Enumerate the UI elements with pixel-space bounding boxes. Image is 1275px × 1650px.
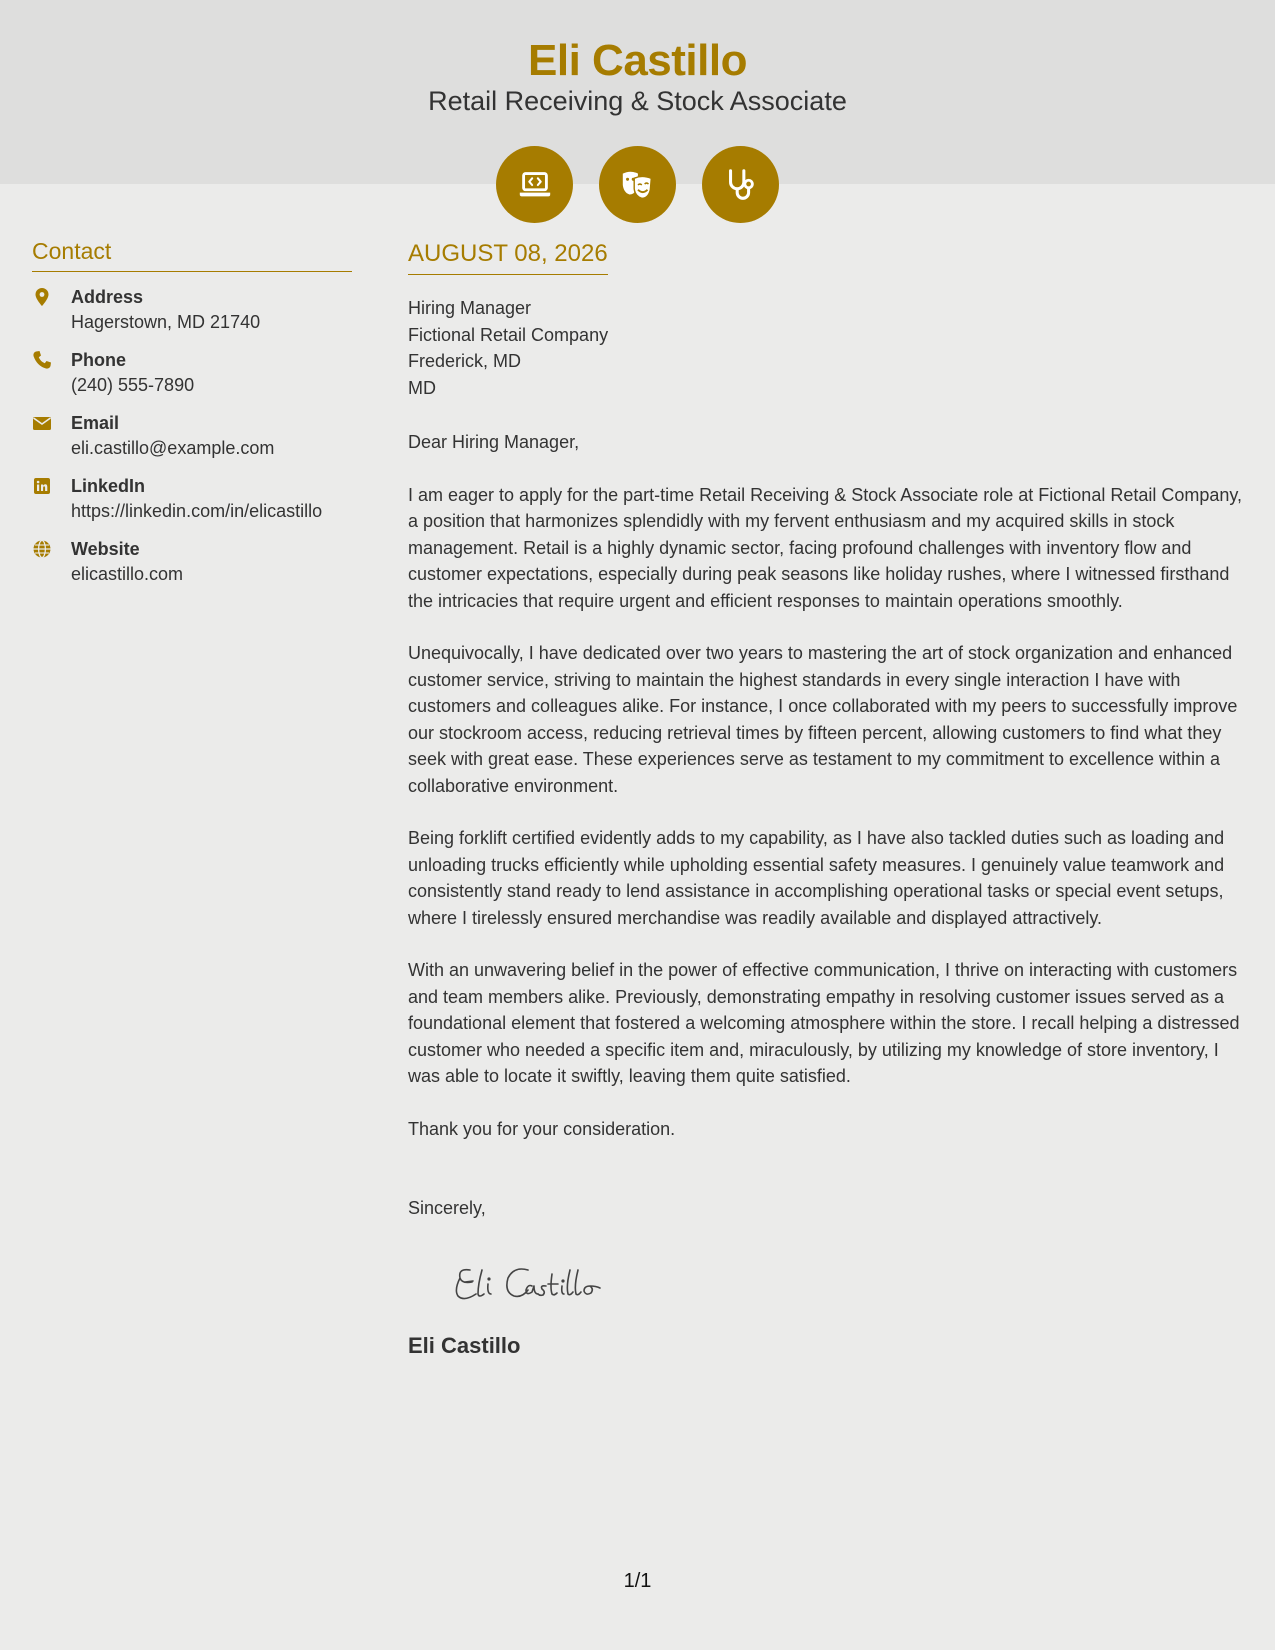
salutation: Dear Hiring Manager,	[408, 432, 580, 452]
map-pin-icon	[32, 287, 52, 307]
stethoscope-badge	[702, 146, 779, 223]
contact-heading: Contact	[32, 238, 352, 272]
candidate-role: Retail Receiving & Stock Associate	[428, 86, 847, 116]
recipient-block	[408, 295, 1248, 401]
paragraph: I am eager to apply for the part-time Retail Receiving & Stock Associate role at Fictional Retail Company, a position that harmonizes splendidly with my fervent enthusiasm and my acquired skills in stock management. Retail is a highly dynamic sector, facing profound challenges with inventory flow and customer expectations, especially during peak seasons like holiday rushes, where I witnessed firsthand the intricacies that require urgent and efficient responses to maintain operations smoothly.	[408, 484, 1243, 611]
paragraph: Thank you for your consideration.	[408, 1118, 676, 1139]
stethoscope-icon	[722, 166, 760, 204]
contact-label: Address	[71, 287, 144, 307]
recipient-line: Fictional Retail Company	[408, 324, 609, 345]
contact-sidebar	[32, 238, 352, 587]
contact-address	[32, 285, 352, 335]
theater-masks-icon	[619, 166, 657, 204]
phone-icon	[32, 350, 52, 370]
handwritten-signature	[448, 1256, 648, 1306]
contact-value: https://linkedin.com/in/elicastillo	[71, 501, 323, 521]
page-number: 1/1	[623, 1570, 652, 1592]
contact-value: (240) 555-7890	[71, 375, 195, 395]
laptop-code-badge	[496, 146, 573, 223]
recipient-line: MD	[408, 377, 436, 398]
closing: Sincerely,	[408, 1198, 486, 1218]
theater-masks-badge	[599, 146, 676, 223]
contact-value: elicastillo.com	[71, 564, 184, 584]
paragraph: With an unwavering belief in the power of effective communication, I thrive on interacting with customers and team members alike. Previously, demonstrating empathy in resolving customer issues served as a foundational element that fostered a welcoming atmosphere within the store. I recall helping a distressed customer who needed a specific item and, miraculously, by utilizing my knowledge of store inventory, I was able to locate it swiftly, leaving them quite satisfied.	[408, 960, 1240, 1086]
badge-row	[0, 146, 1275, 223]
candidate-name: Eli Castillo	[528, 36, 747, 85]
letter-date: AUGUST 08, 2026	[408, 240, 608, 267]
contact-label: Phone	[71, 350, 127, 370]
letter-body	[408, 240, 1248, 1359]
envelope-icon	[32, 413, 52, 433]
paragraph: Unequivocally, I have dedicated over two years to mastering the art of stock organization and enhanced customer service, striving to maintain the highest standards in every single interaction I have with customers and colleagues alike. For instance, I once collaborated with my peers to successfully improve our stockroom access, reducing retrieval times by fifteen percent, allowing customers to find what they seek with great ease. These experiences serve as testament to my commitment to excellence within a collaborative environment.	[408, 643, 1238, 796]
signer-name: Eli Castillo	[408, 1332, 521, 1358]
contact-phone	[32, 348, 352, 398]
recipient-line: Hiring Manager	[408, 298, 532, 318]
linkedin-icon	[32, 476, 52, 496]
contact-email	[32, 411, 352, 461]
contact-label: LinkedIn	[71, 476, 146, 496]
globe-icon	[32, 539, 52, 559]
letter-paragraphs	[408, 482, 1248, 1143]
contact-label: Email	[71, 413, 120, 433]
contact-value: Hagerstown, MD 21740	[71, 312, 261, 332]
contact-website	[32, 537, 352, 587]
contact-value: eli.castillo@example.com	[71, 438, 275, 458]
recipient-line: Frederick, MD	[408, 351, 522, 371]
date-heading	[408, 240, 608, 275]
contact-label: Website	[71, 539, 140, 559]
contact-linkedin	[32, 474, 352, 524]
laptop-code-icon	[516, 166, 554, 204]
paragraph: Being forklift certified evidently adds to my capability, as I have also tackled duties such as loading and unloading trucks efficiently while upholding essential safety measures. I genuinely value teamwork and consistently stand ready to lend assistance in accomplishing operational tasks or special event setups, where I tirelessly ensured merchandise was readily available and displayed attractively.	[408, 828, 1225, 928]
